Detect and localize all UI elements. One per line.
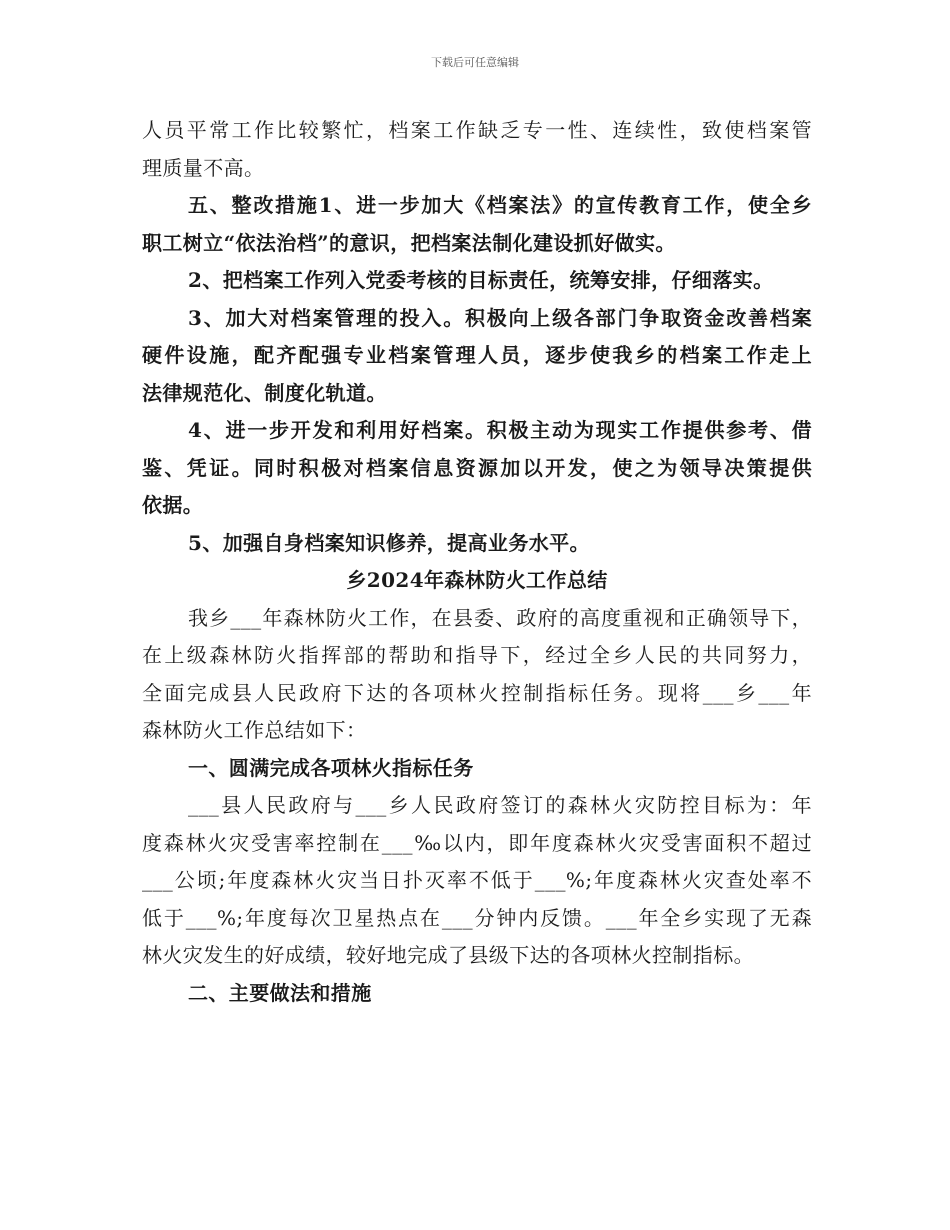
paragraph-line: 在上级森林防火指挥部的帮助和指导下，经过全乡人民的共同努力， [142,643,812,667]
paragraph-line: 人员平常工作比较繁忙，档案工作缺乏专一性、连续性，致使档案管 [142,118,812,142]
document-title: 乡2024年森林防火工作总结 [346,568,608,592]
paragraph-line: 理质量不高。 [142,155,265,180]
paragraph-line: 度森林火灾受害率控制在___‰以内，即年度森林火灾受害面积不超过 [142,830,812,855]
section-heading: 二、主要做法和措施 [188,980,372,1005]
list-item-line: 4、进一步开发和利用好档案。积极主动为现实工作提供参考、借 [188,418,812,442]
paragraph-line: ___县人民政府与___乡人民政府签订的森林火灾防控目标为：年 [188,793,812,817]
paragraph-line: 依据。 [142,493,204,517]
paragraph-line: 鉴、凭证。同时积极对档案信息资源加以开发，使之为领导决策提供 [142,455,812,480]
section-heading-line: 五、整改措施1、进一步加大《档案法》的宣传教育工作，使全乡 [188,193,812,217]
paragraph-line: 森林防火工作总结如下： [142,718,367,742]
paragraph-line: 林火灾发生的好成绩，较好地完成了县级下达的各项林火控制指标。 [142,943,754,967]
paragraph-line: 低于___%;年度每次卫星热点在___分钟内反馈。___年全乡实现了无森 [142,905,812,930]
document-body [142,112,812,1012]
paragraph-line: 我乡___年森林防火工作，在县委、政府的高度重视和正确领导下， [188,605,812,630]
list-item-line: 3、加大对档案管理的投入。积极向上级各部门争取资金改善档案 [188,305,812,330]
paragraph-line: 全面完成县人民政府下达的各项林火控制指标任务。现将___乡___年 [142,680,812,705]
list-item-line: 5、加强自身档案知识修养，提高业务水平。 [188,530,590,555]
page-header: 下载后可任意编辑 [431,56,519,69]
list-item-line: 2、把档案工作列入党委考核的目标责任，统筹安排，仔细落实。 [188,268,774,292]
paragraph-line: 法律规范化、制度化轨道。 [142,380,387,405]
paragraph-line: 职工树立“依法治档”的意识，把档案法制化建设抓好做实。 [142,230,676,255]
section-heading: 一、圆满完成各项林火指标任务 [188,755,474,780]
paragraph-line: 硬件设施，配齐配强专业档案管理人员，逐步使我乡的档案工作走上 [142,343,812,367]
paragraph-line: ___公顷;年度森林火灾当日扑灭率不低于___%;年度森林火灾查处率不 [142,868,812,892]
